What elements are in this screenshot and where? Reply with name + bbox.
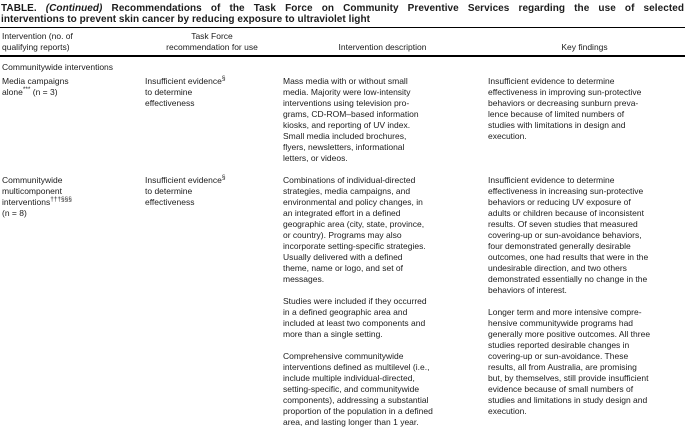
footnote-marker: § <box>221 74 226 82</box>
description-paragraph: Studies were included if they occurred in a defined geographic area and included at least two components and more than a single setting. <box>283 295 427 339</box>
section-header-communitywide: Communitywide interventions <box>2 62 114 72</box>
recommendation-text: Insufficient evidence <box>145 174 222 185</box>
intervention-text: Communitywide multicomponent interventions <box>2 174 63 207</box>
column-header-recommendation: Task Force recommendation for use <box>166 31 258 52</box>
recommendation-text: to determine effectiveness <box>145 185 195 207</box>
cell-key-findings <box>484 175 685 417</box>
table-label: TABLE. <box>1 3 37 14</box>
table-header-row <box>0 28 685 55</box>
footnote-marker: § <box>221 173 226 181</box>
cell-intervention <box>0 175 143 219</box>
description-paragraph: Mass media with or without small media. Majority were low-intensity interventions using television pro- grams, CD-ROM–based information kiosks, and reporting of UV index. Small media included brochures, flyers, newsletters, informational letters, or videos. <box>283 75 419 163</box>
table-title <box>0 3 685 25</box>
table-row-communitywide-multicomponent <box>0 175 685 428</box>
intervention-count: (n = 8) <box>2 207 27 218</box>
recommendation-text: to determine effectiveness <box>145 86 195 108</box>
key-findings-paragraph: Insufficient evidence to determine effectiveness in increasing sun-protective behaviors or reducing UV exposure of adults or children because of inconsistent results. Of seven studies that measured covering-up or sun-avoidance behaviors, four demonstrated generally desirable outcomes, one had results that were in the undesirable direction, and two others demonstrated essentially no change in the behaviors of interest. <box>488 174 649 295</box>
cell-recommendation <box>143 175 281 208</box>
cell-description <box>281 76 484 164</box>
key-findings-paragraph: Insufficient evidence to determine effectiveness in improving sun-protective behaviors or decreasing sunburn preva- lence because of limited numbers of studies with limitations in design and execution. <box>488 75 642 141</box>
column-header-intervention: Intervention (no. of qualifying reports) <box>2 31 73 52</box>
cell-intervention <box>0 76 143 98</box>
table-title-text: Recommendations of the Task Force on Community Preventive Services regarding the use of selected <box>111 3 684 14</box>
recommendation-text: Insufficient evidence <box>145 75 222 86</box>
key-findings-paragraph: Longer term and more intensive compre- hensive communitywide programs had generally more positive outcomes. All three studies reported desirable changes in covering-up or sun-avoidance. These results, all from Australia, are promising but, by themselves, still provide insufficient evidence because of small numbers of studies and limitations in study design and execution. <box>488 306 651 416</box>
table-continued-marker: (Continued) <box>45 3 103 14</box>
footnote-marker: *** <box>22 85 31 93</box>
column-header-description: Intervention description <box>338 41 427 52</box>
intervention-text: Media campaigns alone <box>2 75 69 97</box>
cell-key-findings <box>484 76 685 142</box>
table-title-line1 <box>1 3 684 14</box>
description-paragraph: Combinations of individual-directed strategies, media campaigns, and environmental and policy changes, in an integrated effort in a defined geographic area (city, state, province, or country). Programs may also incorporate setting-specific strategies. Usually delivered with a defined theme, name or logo, and set of messages. <box>283 174 426 284</box>
table-row-media-campaigns <box>0 76 685 164</box>
description-paragraph: Comprehensive communitywide interventions defined as multilevel (i.e., include multiple individual-directed, setting-specific, and communitywide components), addressing a substantial proportion of the population in a defined area, and lasting longer than 1 year. <box>283 350 433 427</box>
column-header-key-findings: Key findings <box>561 41 608 52</box>
cell-description <box>281 175 484 428</box>
intervention-count: (n = 3) <box>30 86 58 97</box>
table-title-line2: interventions to prevent skin cancer by reducing exposure to ultraviolet light <box>1 14 370 25</box>
footnote-marker: †††§§§ <box>50 195 72 203</box>
cell-recommendation <box>143 76 281 109</box>
